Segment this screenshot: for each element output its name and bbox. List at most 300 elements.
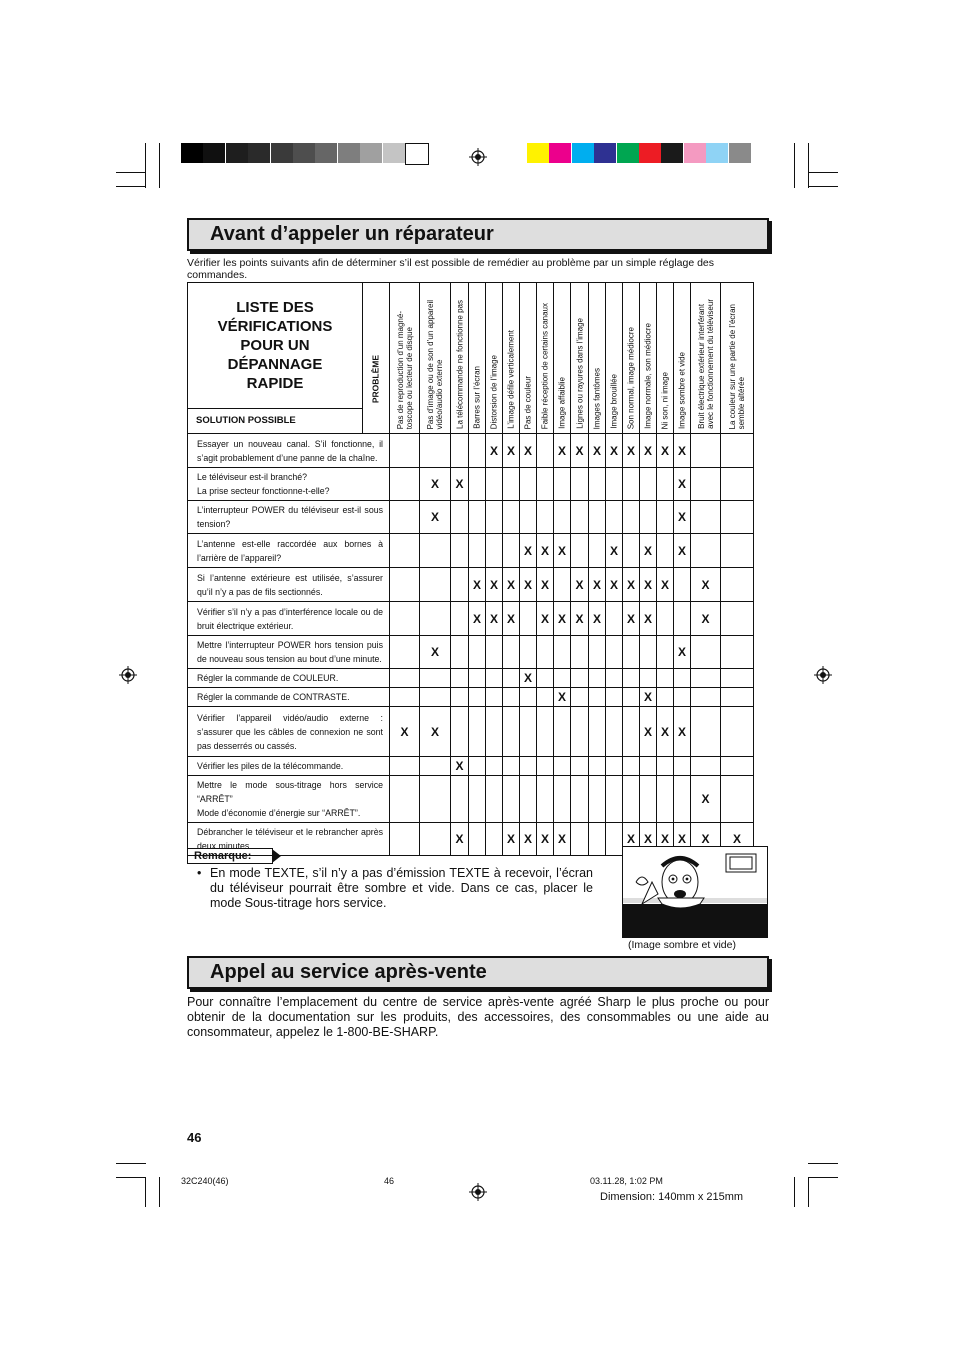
check-cell: [589, 669, 606, 688]
check-cell: [606, 669, 623, 688]
check-cell: [554, 669, 571, 688]
check-cell: X: [503, 434, 520, 468]
problem-header: [589, 283, 606, 434]
check-cell: [691, 636, 721, 669]
check-cell: [606, 468, 623, 501]
check-cell: X: [520, 434, 537, 468]
check-cell: [691, 707, 721, 757]
remark-text: En mode TEXTE, s’il n’y a pas d’émission TEXTE à recevoir, l’écran du téléviseur pourrait être sombre et vide. Dans ce cas, placer le mode Sous-titrage hors service.: [210, 866, 593, 910]
check-cell: [606, 636, 623, 669]
check-cell: [503, 776, 520, 823]
problem-label-text: Pas d’image ou de son d’un appareil vidéo/audio externe: [426, 299, 444, 429]
check-cell: [657, 776, 674, 823]
check-cell: [520, 501, 537, 534]
check-cell: [721, 468, 754, 501]
check-cell: [390, 468, 420, 501]
check-cell: [469, 501, 486, 534]
check-cell: [589, 501, 606, 534]
check-cell: X: [657, 707, 674, 757]
check-cell: [503, 501, 520, 534]
check-cell: [657, 636, 674, 669]
table-row: [188, 602, 754, 636]
check-cell: [469, 823, 486, 856]
crop-mark: [159, 143, 160, 188]
check-cell: [486, 636, 503, 669]
check-cell: X: [640, 823, 657, 856]
check-cell: [390, 636, 420, 669]
check-cell: [503, 669, 520, 688]
check-cell: [571, 707, 589, 757]
check-cell: [623, 688, 640, 707]
crop-mark: [808, 1163, 838, 1164]
problem-label-text: Lignes ou rayures dans l’image: [575, 318, 584, 429]
checklist-title-line: VÉRIFICATIONS: [217, 317, 333, 335]
problem-label-text: Ni son, ni image: [660, 371, 670, 429]
check-cell: X: [537, 534, 554, 568]
check-cell: [721, 669, 754, 688]
check-cell: X: [691, 776, 721, 823]
check-cell: [420, 602, 451, 636]
check-cell: [451, 636, 469, 669]
intro-text: Vérifier les points suivants afin de déterminer s’il est possible de remédier au problème par un simple réglage des commandes.: [187, 257, 715, 281]
service-paragraph: Pour connaître l’emplacement du centre de service après-vente agréé Sharp le plus proche ou pour obtenir de la documentation sur les produits, des accessoires, des consommables ou une aide au consommateur, appelez le 1-800-BE-SHARP.: [187, 995, 769, 1039]
check-cell: [537, 757, 554, 776]
check-cell: [721, 434, 754, 468]
check-cell: [623, 468, 640, 501]
check-cell: [674, 602, 691, 636]
check-cell: X: [674, 434, 691, 468]
check-cell: [589, 534, 606, 568]
gray-swatch: [203, 143, 225, 163]
check-cell: [674, 568, 691, 602]
crop-mark: [116, 1177, 146, 1178]
check-cell: [390, 434, 420, 468]
check-cell: [571, 688, 589, 707]
check-cell: X: [571, 434, 589, 468]
color-swatch: [639, 143, 661, 163]
section-title-bar: [187, 956, 769, 989]
problem-label-text: Pas de reproduction d’un magné- toscope ou lecteur de disque: [395, 310, 414, 429]
table-row: [188, 669, 754, 688]
checklist-title-line: POUR UN: [240, 336, 310, 354]
check-cell: [571, 757, 589, 776]
problem-header: [390, 283, 420, 434]
crop-mark: [808, 1177, 809, 1207]
check-cell: [486, 707, 503, 757]
problem-header: [657, 283, 674, 434]
check-cell: [390, 501, 420, 534]
check-cell: X: [606, 534, 623, 568]
check-cell: [571, 823, 589, 856]
check-cell: [537, 468, 554, 501]
check-cell: X: [420, 636, 451, 669]
color-swatch: [729, 143, 751, 163]
check-cell: [469, 434, 486, 468]
check-cell: X: [503, 602, 520, 636]
color-swatch: [527, 143, 549, 163]
gray-swatch: [383, 143, 405, 163]
check-cell: [390, 534, 420, 568]
check-cell: [451, 501, 469, 534]
problem-label: PROBLÈME: [370, 354, 381, 403]
color-swatch: [549, 143, 571, 163]
check-cell: [420, 688, 451, 707]
check-cell: [469, 707, 486, 757]
check-cell: [469, 534, 486, 568]
check-cell: [451, 669, 469, 688]
check-cell: [721, 501, 754, 534]
problem-header: [451, 283, 469, 434]
table-row: [188, 468, 754, 501]
check-cell: X: [657, 434, 674, 468]
check-cell: X: [486, 434, 503, 468]
check-cell: [657, 602, 674, 636]
check-cell: [451, 602, 469, 636]
check-cell: [520, 636, 537, 669]
check-cell: [469, 776, 486, 823]
crop-mark: [794, 1177, 795, 1207]
check-cell: [589, 757, 606, 776]
check-cell: X: [520, 568, 537, 602]
check-cell: [623, 534, 640, 568]
check-cell: [486, 688, 503, 707]
check-cell: [537, 707, 554, 757]
check-cell: [721, 776, 754, 823]
check-cell: X: [520, 534, 537, 568]
check-cell: [520, 707, 537, 757]
check-cell: X: [451, 757, 469, 776]
check-cell: [657, 669, 674, 688]
check-cell: [390, 602, 420, 636]
check-cell: [420, 757, 451, 776]
problem-label-text: La télécommande ne fonctionne pas: [455, 300, 464, 429]
problem-label-text: Images fantômes: [592, 367, 602, 429]
color-swatch: [617, 143, 639, 163]
check-cell: [537, 776, 554, 823]
problem-label-text: Distorsion de l’image: [489, 354, 499, 429]
check-cell: [640, 636, 657, 669]
solution-text: Essayer un nouveau canal. S’il fonctionne, il s’agit probablement d’une panne de la chaîne.: [188, 434, 390, 468]
check-cell: [640, 669, 657, 688]
check-cell: [640, 468, 657, 501]
check-cell: [420, 823, 451, 856]
registration-mark-icon: [469, 1183, 487, 1201]
check-cell: X: [674, 707, 691, 757]
table-row: [188, 688, 754, 707]
problem-label-text: Bruit électrique extérieur interférant avec le fonctionnement du téléviseur: [696, 299, 715, 429]
table-row: [188, 501, 754, 534]
check-cell: [469, 757, 486, 776]
gray-swatch: [338, 143, 360, 163]
crop-mark: [794, 143, 795, 188]
solution-text: L’antenne est-elle raccordée aux bornes à l’arrière de l’appareil?: [188, 534, 390, 568]
problem-header: [486, 283, 503, 434]
check-cell: X: [451, 823, 469, 856]
check-cell: X: [571, 568, 589, 602]
check-cell: [520, 776, 537, 823]
problem-label-text: Son normal, image médiocre: [626, 326, 636, 429]
check-cell: X: [520, 823, 537, 856]
solution-text: Le téléviseur est-il branché? La prise secteur fonctionne-t-elle?: [188, 468, 390, 501]
check-cell: [623, 501, 640, 534]
problem-label-text: Image sombre et vide: [677, 352, 687, 429]
check-cell: X: [390, 707, 420, 757]
check-cell: [486, 669, 503, 688]
table-row: [188, 434, 754, 468]
check-cell: [606, 707, 623, 757]
check-cell: [420, 534, 451, 568]
check-cell: [657, 534, 674, 568]
solution-text: L’interrupteur POWER du téléviseur est-il sous tension?: [188, 501, 390, 534]
check-cell: X: [640, 688, 657, 707]
check-cell: X: [420, 468, 451, 501]
check-cell: [469, 468, 486, 501]
check-cell: [623, 636, 640, 669]
gray-swatch: [360, 143, 382, 163]
problem-header: [469, 283, 486, 434]
check-cell: [623, 707, 640, 757]
problem-header: [420, 283, 451, 434]
gray-swatch: [248, 143, 270, 163]
check-cell: [640, 501, 657, 534]
problem-label-text: Barres sur l’écran: [472, 366, 482, 429]
solution-text: Si l’antenne extérieure est utilisée, s’assurer qu’il n’y a pas de fils sectionnés.: [188, 568, 390, 602]
check-cell: [606, 776, 623, 823]
crop-mark: [808, 172, 838, 173]
check-cell: [390, 757, 420, 776]
dark-screen-illustration: [622, 846, 768, 938]
check-cell: [554, 707, 571, 757]
check-cell: [537, 636, 554, 669]
check-cell: X: [520, 669, 537, 688]
check-cell: [554, 776, 571, 823]
problem-label-text: L’image défile verticalement: [506, 330, 516, 429]
check-cell: [589, 707, 606, 757]
check-cell: [606, 823, 623, 856]
problem-header: [520, 283, 537, 434]
crop-mark: [159, 1177, 160, 1207]
check-cell: [537, 688, 554, 707]
check-cell: X: [469, 602, 486, 636]
check-cell: [691, 434, 721, 468]
check-cell: [657, 757, 674, 776]
check-cell: [589, 468, 606, 501]
check-cell: X: [606, 434, 623, 468]
check-cell: [451, 434, 469, 468]
check-cell: X: [537, 568, 554, 602]
check-cell: [486, 823, 503, 856]
check-cell: X: [554, 534, 571, 568]
check-cell: X: [554, 823, 571, 856]
check-cell: X: [640, 434, 657, 468]
solution-text: Mettre le mode sous-titrage hors service “ARRÊT” Mode d’économie d’énergie sur “ARRÊT”.: [188, 776, 390, 823]
image-caption: (Image sombre et vide): [628, 939, 736, 951]
remark-arrow-icon: [272, 849, 281, 863]
solution-text: Vérifier les piles de la télécommande.: [188, 757, 390, 776]
check-cell: [589, 823, 606, 856]
check-cell: [520, 757, 537, 776]
crop-mark: [145, 1177, 146, 1207]
check-cell: X: [451, 468, 469, 501]
gray-swatch: [405, 143, 429, 165]
color-swatch: [572, 143, 594, 163]
problem-label-text: Image normale, son médiocre: [643, 323, 653, 429]
check-cell: [554, 757, 571, 776]
check-cell: X: [606, 568, 623, 602]
check-cell: [571, 776, 589, 823]
check-cell: X: [589, 434, 606, 468]
check-cell: [623, 669, 640, 688]
check-cell: [674, 669, 691, 688]
solution-text: Débrancher le téléviseur et le rebrancher après deux minutes.: [188, 823, 390, 856]
check-cell: [657, 468, 674, 501]
troubleshooting-table: [187, 282, 754, 856]
check-cell: [589, 688, 606, 707]
problem-label-cell: [363, 283, 390, 434]
check-cell: [589, 776, 606, 823]
check-cell: X: [640, 534, 657, 568]
check-cell: [691, 468, 721, 501]
color-swatch: [594, 143, 616, 163]
problem-header: [640, 283, 657, 434]
dimension-text: Dimension: 140mm x 215mm: [600, 1191, 744, 1203]
problem-header: [691, 283, 721, 434]
check-cell: [691, 688, 721, 707]
check-cell: [691, 757, 721, 776]
check-cell: [674, 757, 691, 776]
check-cell: [537, 669, 554, 688]
check-cell: [390, 823, 420, 856]
check-cell: [623, 757, 640, 776]
check-cell: [721, 636, 754, 669]
check-cell: [420, 434, 451, 468]
check-cell: X: [640, 568, 657, 602]
check-cell: [554, 468, 571, 501]
problem-label-text: Pas de couleur: [523, 375, 533, 429]
registration-mark-icon: [469, 148, 487, 166]
check-cell: [640, 757, 657, 776]
check-cell: X: [623, 568, 640, 602]
section-title-bar: [187, 218, 769, 251]
check-cell: [520, 602, 537, 636]
table-row: [188, 707, 754, 757]
crop-mark: [116, 186, 146, 187]
check-cell: [451, 707, 469, 757]
check-cell: [657, 688, 674, 707]
check-cell: [691, 534, 721, 568]
check-cell: [721, 568, 754, 602]
check-cell: [537, 434, 554, 468]
solution-text: Mettre l’interrupteur POWER hors tension puis de nouveau sous tension au bout d’une minute.: [188, 636, 390, 669]
check-cell: [486, 534, 503, 568]
check-cell: [503, 688, 520, 707]
check-cell: X: [589, 568, 606, 602]
section-title: Appel au service après-vente: [210, 961, 487, 983]
checklist-title-line: DÉPANNAGE: [227, 355, 323, 373]
check-cell: [721, 757, 754, 776]
check-cell: [606, 688, 623, 707]
check-cell: X: [721, 823, 754, 856]
check-cell: [554, 501, 571, 534]
check-cell: [486, 501, 503, 534]
check-cell: [606, 501, 623, 534]
check-cell: [503, 636, 520, 669]
check-cell: [571, 468, 589, 501]
crop-mark: [145, 143, 146, 188]
check-cell: X: [623, 823, 640, 856]
problem-label-text: Faible réception de certains canaux: [540, 302, 550, 429]
check-cell: [486, 468, 503, 501]
bullet-icon: •: [197, 866, 202, 880]
check-cell: [571, 534, 589, 568]
solution-text: Régler la commande de COULEUR.: [188, 669, 390, 688]
gray-swatch: [181, 143, 203, 163]
problem-header: [554, 283, 571, 434]
check-cell: [451, 534, 469, 568]
check-cell: [469, 688, 486, 707]
check-cell: [623, 776, 640, 823]
table-row: [188, 776, 754, 823]
check-cell: [520, 468, 537, 501]
check-cell: [486, 776, 503, 823]
check-cell: X: [674, 636, 691, 669]
problem-header: [606, 283, 623, 434]
gray-swatch: [293, 143, 315, 163]
remark-label: Remarque:: [187, 848, 273, 864]
check-cell: X: [554, 602, 571, 636]
check-cell: X: [486, 602, 503, 636]
problem-label-text: Image affaiblie: [557, 377, 567, 429]
registration-mark-icon: [814, 666, 832, 684]
check-cell: X: [691, 568, 721, 602]
check-cell: [537, 501, 554, 534]
problem-header: [721, 283, 754, 434]
check-cell: X: [691, 602, 721, 636]
checklist-title-line: RAPIDE: [246, 374, 304, 392]
check-cell: [721, 602, 754, 636]
check-cell: [606, 602, 623, 636]
problem-header: [537, 283, 554, 434]
check-cell: [571, 501, 589, 534]
check-cell: [451, 568, 469, 602]
check-cell: [486, 757, 503, 776]
check-cell: X: [537, 602, 554, 636]
problem-label-text: Image brouillée: [609, 374, 619, 429]
gray-swatch: [226, 143, 248, 163]
check-cell: [451, 688, 469, 707]
problem-header: [503, 283, 520, 434]
check-cell: [657, 501, 674, 534]
check-cell: [589, 636, 606, 669]
footer-center-number: 46: [384, 1176, 395, 1186]
check-cell: X: [537, 823, 554, 856]
crop-mark: [808, 186, 838, 187]
check-cell: [420, 776, 451, 823]
file-code: 32C240(46): [181, 1176, 229, 1186]
registration-mark-icon: [119, 666, 137, 684]
check-cell: X: [554, 434, 571, 468]
check-cell: [571, 636, 589, 669]
check-cell: X: [640, 707, 657, 757]
check-cell: [451, 776, 469, 823]
check-cell: [390, 568, 420, 602]
check-cell: X: [589, 602, 606, 636]
gray-swatch: [271, 143, 293, 163]
check-cell: [390, 776, 420, 823]
check-cell: [503, 757, 520, 776]
check-cell: [606, 757, 623, 776]
check-cell: X: [674, 534, 691, 568]
